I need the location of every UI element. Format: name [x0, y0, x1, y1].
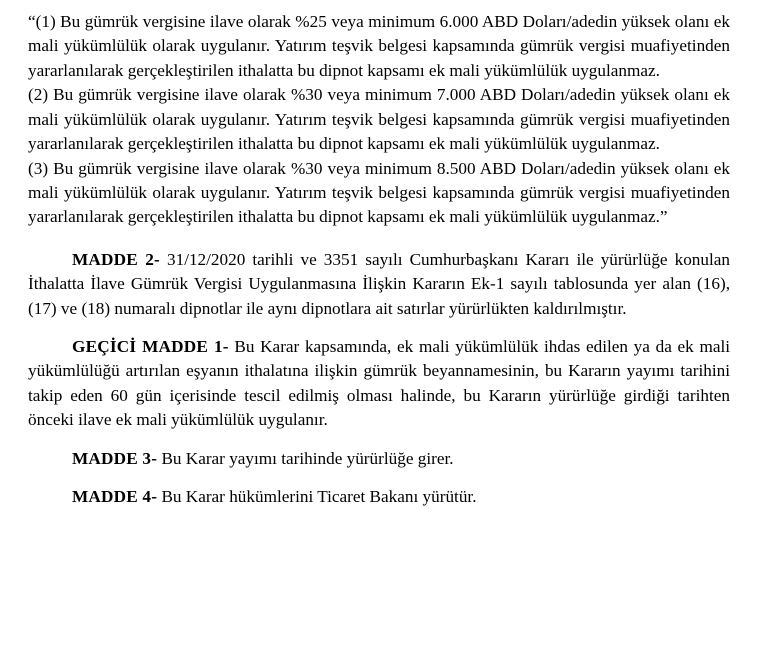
article-madde-3-label: MADDE 3- — [72, 448, 158, 468]
quoted-footnotes-block — [28, 10, 730, 230]
article-madde-4 — [28, 485, 730, 509]
spacer-4 — [28, 471, 730, 485]
article-madde-2 — [28, 248, 730, 321]
article-madde-2-text: 31/12/2020 tarihli ve 3351 sayılı Cumhurbaşkanı Kararı ile yürürlüğe konulan İthalatta İlave Gümrük Vergisi Uygulanmasına İlişkin Kararın Ek-1 sayılı tablosunda yer alan (16), (17) ve (18) numaralı dipnotlar ile aynı dipnotlara ait satırlar yürürlükten kaldırılmıştır. — [28, 249, 730, 318]
article-madde-4-label: MADDE 4- — [72, 487, 158, 507]
footnote-paragraph-3: (3) Bu gümrük vergisine ilave olarak %30 veya minimum 8.500 ABD Doları/adedin yüksek olanı ek mali yükümlülük olarak uygulanır. Yatırım teşvik belgesi kapsamında gümrük vergisi muafiyetinden yararlanılarak gerçekleştirilen ithalatta bu dipnot kapsamı ek mali yükümlülük uygulanmaz.” — [28, 158, 730, 227]
footnote-paragraph-1: “(1) Bu gümrük vergisine ilave olarak %25 veya minimum 6.000 ABD Doları/adedin yüksek olanı ek mali yükümlülük olarak uygulanır. Yatırım teşvik belgesi kapsamında gümrük vergisi muafiyetinden yararlanılarak gerçekleştirilen ithalatta bu dipnot kapsamı ek mali yükümlülük uygulanmaz. — [28, 12, 730, 80]
spacer-1 — [28, 230, 730, 248]
article-gecici-madde-1-label: GEÇİCİ MADDE 1- — [72, 337, 229, 357]
article-madde-3 — [28, 447, 730, 471]
article-gecici-madde-1 — [28, 335, 730, 433]
article-madde-4-text: Bu Karar hükümlerini Ticaret Bakanı yürütür. — [157, 487, 477, 507]
article-madde-3-text: Bu Karar yayımı tarihinde yürürlüğe girer. — [157, 448, 454, 468]
spacer-2 — [28, 321, 730, 335]
footnote-paragraph-2: (2) Bu gümrük vergisine ilave olarak %30 veya minimum 7.000 ABD Doları/adedin yüksek olanı ek mali yükümlülük olarak uygulanır. Yatırım teşvik belgesi kapsamında gümrük vergisi muafiyetinden yararlanılarak gerçekleştirilen ithalatta bu dipnot kapsamı ek mali yükümlülük uygulanmaz. — [28, 85, 730, 154]
spacer-3 — [28, 433, 730, 447]
article-madde-2-label: MADDE 2- — [72, 249, 160, 269]
article-gecici-madde-1-text: Bu Karar kapsamında, ek mali yükümlülük ihdas edilen ya da ek mali yükümlülüğü artırılan eşyanın ithalatına ilişkin gümrük beyannamesinin, bu Kararın yayımı tarihini takip eden 60 gün içerisinde tescil edilmiş olması halinde, bu Kararın yürürlüğe girdiği tarihten önceki ilave ek mali yükümlülük uygulanır. — [28, 337, 730, 430]
